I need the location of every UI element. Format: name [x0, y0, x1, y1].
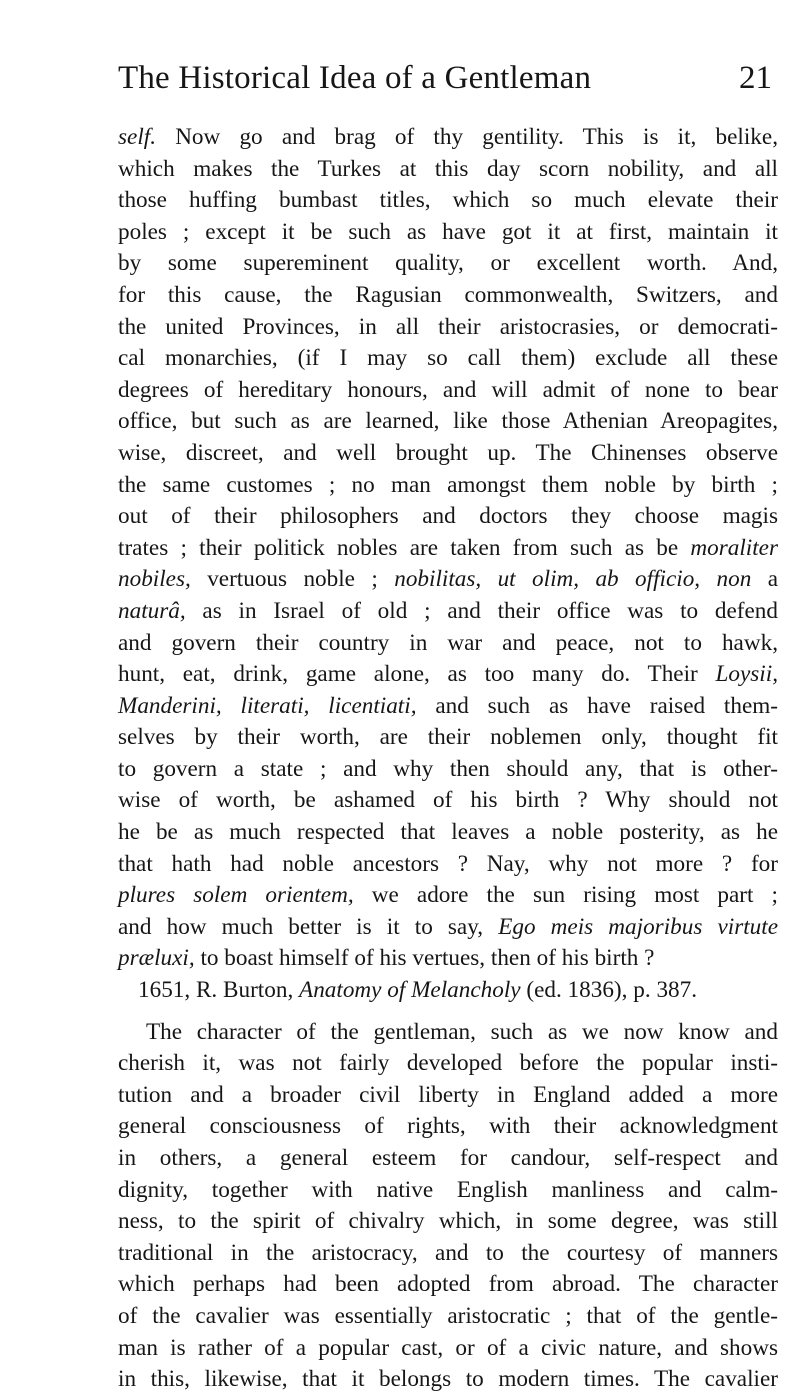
text-run: selves by their worth, are their noblemen only, thought fit — [118, 724, 778, 751]
text-run: trates ; their politick nobles are taken from such as be — [118, 534, 691, 561]
text-run: and govern their country in war and peace, not to hawk, — [118, 629, 778, 656]
quote-line — [118, 280, 778, 312]
quote-line — [118, 438, 778, 470]
paragraph-line: man is rather of a popular cast, or of a civic nature, and shows — [118, 1334, 778, 1361]
paragraph-line: dignity, together with native English manliness and calm- — [118, 1176, 778, 1203]
text-run: wise, discreet, and well brought up. The Chinenses observe — [118, 439, 778, 466]
citation-line — [118, 975, 778, 1007]
quote-line — [118, 122, 778, 154]
text-run: which makes the Turkes at this day scorn nobility, and all — [118, 155, 778, 182]
text-run: Now go and brag of thy gentility. This is it, belike, — [156, 124, 778, 150]
italic-text: moraliter — [690, 534, 778, 561]
quote-line — [118, 817, 778, 849]
italic-text: præluxi, — [118, 945, 195, 972]
paragraph-line: traditional in the aristocracy, and to the courtesy of manners — [118, 1239, 778, 1266]
text-run: the same customes ; no man amongst them noble by birth ; — [118, 471, 778, 498]
quote-line — [118, 943, 778, 975]
text-run: hunt, eat, drink, game alone, as too many do. Their — [118, 661, 716, 688]
text-run: (ed. 1836), p. 387. — [520, 977, 698, 1004]
italic-text: nobilitas, ut olim, ab officio, non — [394, 566, 752, 593]
quote-line — [118, 154, 778, 186]
text-run: to govern a state ; and why then should any, that is other- — [118, 755, 778, 782]
text-run: and how much better is it to say, — [118, 913, 499, 940]
quote-line — [118, 375, 778, 407]
paragraph-line: tution and a broader civil liberty in England added a more — [118, 1081, 778, 1108]
paragraph-line: in this, likewise, that it belongs to modern times. The cavalier — [118, 1366, 778, 1393]
text-run: to boast himself of his vertues, then of his birth ? — [194, 945, 655, 972]
italic-text: nobiles, — [118, 566, 191, 593]
quote-line — [118, 248, 778, 280]
paragraph-block — [118, 1017, 778, 1396]
paragraph-line: which perhaps had been adopted from abroad. The character — [118, 1271, 778, 1298]
quote-line — [118, 912, 778, 944]
italic-text: naturâ, — [118, 597, 186, 624]
text-run: the united Provinces, in all their aristocrasies, or democrati- — [118, 313, 778, 340]
quote-line — [118, 312, 778, 344]
paragraph-gap — [118, 1007, 778, 1017]
italic-text: Manderini, literati, licentiati, — [118, 692, 417, 719]
quote-line — [118, 880, 778, 912]
quote-line — [118, 722, 778, 754]
paragraph-line: The character of the gentleman, such as we now know and — [146, 1018, 778, 1045]
text-run: office, but such as are learned, like those Athenian Areopagites, — [118, 408, 778, 435]
quote-line — [118, 785, 778, 817]
paragraph-line: in others, a general esteem for candour, self-respect and — [118, 1145, 778, 1171]
quote-line — [118, 691, 778, 723]
text-run: that hath had noble ancestors ? Nay, why not more ? for — [118, 850, 778, 877]
quote-line — [118, 754, 778, 786]
text-run: those huffing bumbast titles, which so much elevate their — [118, 187, 778, 214]
text-run: a — [751, 566, 778, 593]
text-run: vertuous noble ; — [190, 566, 395, 593]
quote-line — [118, 628, 778, 660]
text-run: for this cause, the Ragusian commonwealth, Switzers, and — [118, 281, 778, 308]
text-run: we adore the sun rising most part ; — [353, 882, 778, 909]
text-run: 1651, R. Burton, — [138, 977, 300, 1004]
text-run: poles ; except it be such as have got it at first, maintain it — [118, 218, 778, 245]
page-number: 21 — [739, 60, 772, 96]
quotation-block — [118, 122, 778, 975]
paragraph-line: cherish it, was not fairly developed before the popular insti- — [118, 1050, 778, 1077]
quote-line — [118, 849, 778, 881]
quote-line — [118, 533, 778, 565]
text-run: and such as have raised them- — [416, 692, 778, 719]
quote-line — [118, 501, 778, 533]
italic-text: Ego meis majoribus virtute — [498, 913, 778, 940]
italic-text: Anatomy of Melancholy — [299, 977, 521, 1004]
text-run: degrees of hereditary honours, and will admit of none to bear — [118, 376, 778, 403]
running-title: The Historical Idea of a Gentleman — [118, 60, 592, 96]
italic-text: plures solem orientem, — [118, 882, 354, 909]
text-run: he be as much respected that leaves a noble posterity, as he — [118, 819, 778, 846]
quote-line — [118, 596, 778, 628]
page-header — [118, 58, 774, 104]
text-run: wise of worth, be ashamed of his birth ? Why should not — [118, 787, 778, 814]
text-run: as in Israel of old ; and their office was to defend — [185, 597, 778, 624]
text-run: cal monarchies, (if I may so call them) exclude all these — [118, 345, 778, 372]
quote-line — [118, 659, 778, 691]
quote-line — [118, 185, 778, 217]
quote-line — [118, 406, 778, 438]
italic-text: self. — [118, 124, 156, 150]
text-run: out of their philosophers and doctors they choose magis — [118, 503, 778, 530]
paragraph-line: ness, to the spirit of chivalry which, in some degree, was still — [118, 1208, 778, 1235]
quote-line — [118, 564, 778, 596]
quote-line — [118, 470, 778, 502]
text-run: by some supereminent quality, or excellent worth. And, — [118, 250, 778, 277]
paragraph-line: of the cavalier was essentially aristocratic ; that of the gentle- — [118, 1302, 778, 1329]
quote-line — [118, 217, 778, 249]
paragraph-line: general consciousness of rights, with their acknowledgment — [118, 1113, 778, 1140]
body-text — [118, 122, 778, 1396]
quote-line — [118, 343, 778, 375]
italic-text: Loysii, — [715, 661, 778, 688]
